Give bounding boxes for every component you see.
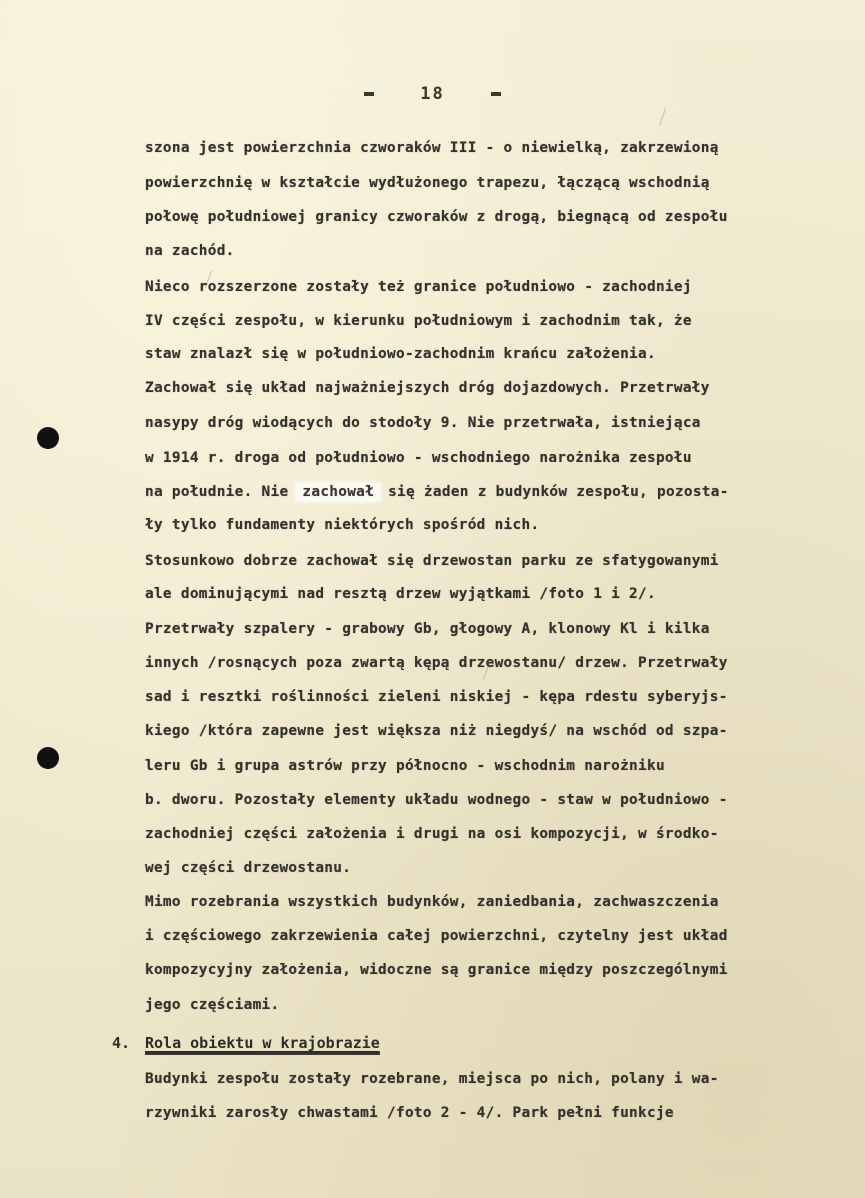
text-line: leru Gb i grupa astrów przy północno - wschodnim narożniku: [145, 758, 665, 774]
text-line: kompozycyjny założenia, widoczne są granice między poszczególnymi: [145, 962, 728, 978]
text-line: Stosunkowo dobrze zachował się drzewostan parku ze sfatygowanymi: [145, 553, 719, 569]
text-line: sad i resztki roślinności zieleni niskiej - kępa rdestu syberyjs-: [145, 689, 728, 705]
text-line: powierzchnię w kształcie wydłużonego trapezu, łączącą wschodnią: [145, 175, 710, 191]
text-line: i częściowego zakrzewienia całej powierzchni, czytelny jest układ: [145, 928, 728, 944]
section-heading: [112, 1034, 380, 1055]
text-line: na zachód.: [145, 243, 235, 259]
text-line: Zachował się układ najważniejszych dróg dojazdowych. Przetrwały: [145, 380, 710, 396]
text-line: rzywniki zarosły chwastami /foto 2 - 4/. Park pełni funkcje: [145, 1105, 674, 1121]
text-segment: na południe. Nie: [145, 484, 298, 500]
text-line: nasypy dróg wiodących do stodoły 9. Nie przetrwała, istniejąca: [145, 415, 701, 431]
punch-hole: [37, 427, 59, 449]
text-line: w 1914 r. droga od południowo - wschodniego narożnika zespołu: [145, 450, 692, 466]
text-line: zachodniej części założenia i drugi na osi kompozycji, w środko-: [145, 826, 719, 842]
text-line: wej części drzewostanu.: [145, 860, 352, 876]
text-line: Nieco rozszerzone zostały też granice południowo - zachodniej: [145, 279, 692, 295]
section-title: Rola obiektu w krajobrazie: [145, 1034, 380, 1055]
text-line: Przetrwały szpalery - grabowy Gb, głogowy A, klonowy Kl i kilka: [145, 621, 710, 637]
text-line: ale dominującymi nad resztą drzew wyjątkami /foto 1 i 2/.: [145, 586, 656, 602]
text-segment: się żaden z budynków zespołu, pozosta-: [379, 484, 729, 500]
section-number: 4.: [112, 1034, 131, 1052]
text-line: ły tylko fundamenty niektórych spośród nich.: [145, 517, 540, 533]
punch-hole: [37, 747, 59, 769]
dash-right: [491, 92, 501, 96]
dash-left: [364, 92, 374, 96]
page-number: 18: [420, 84, 445, 104]
text-line: innych /rosnących poza zwartą kępą drzewostanu/ drzew. Przetrwały: [145, 655, 728, 671]
text-line: b. dworu. Pozostały elementy układu wodnego - staw w południowo -: [145, 792, 728, 808]
highlighted-word: zachował: [297, 484, 379, 500]
page-number-row: [0, 84, 865, 104]
text-line: połowę południowej granicy czworaków z drogą, biegnącą od zespołu: [145, 209, 728, 225]
text-line: szona jest powierzchnia czworaków III - o niewielką, zakrzewioną: [145, 140, 719, 156]
text-line-with-highlight: [145, 484, 729, 500]
paper-mark: [659, 108, 666, 125]
text-line: IV części zespołu, w kierunku południowym i zachodnim tak, że: [145, 313, 692, 329]
text-line: Mimo rozebrania wszystkich budynków, zaniedbania, zachwaszczenia: [145, 894, 719, 910]
text-line: staw znalazł się w południowo-zachodnim krańcu założenia.: [145, 346, 656, 362]
text-line: kiego /która zapewne jest większa niż niegdyś/ na wschód od szpa-: [145, 723, 728, 739]
text-line: Budynki zespołu zostały rozebrane, miejsca po nich, polany i wa-: [145, 1071, 719, 1087]
text-line: jego częściami.: [145, 997, 280, 1013]
